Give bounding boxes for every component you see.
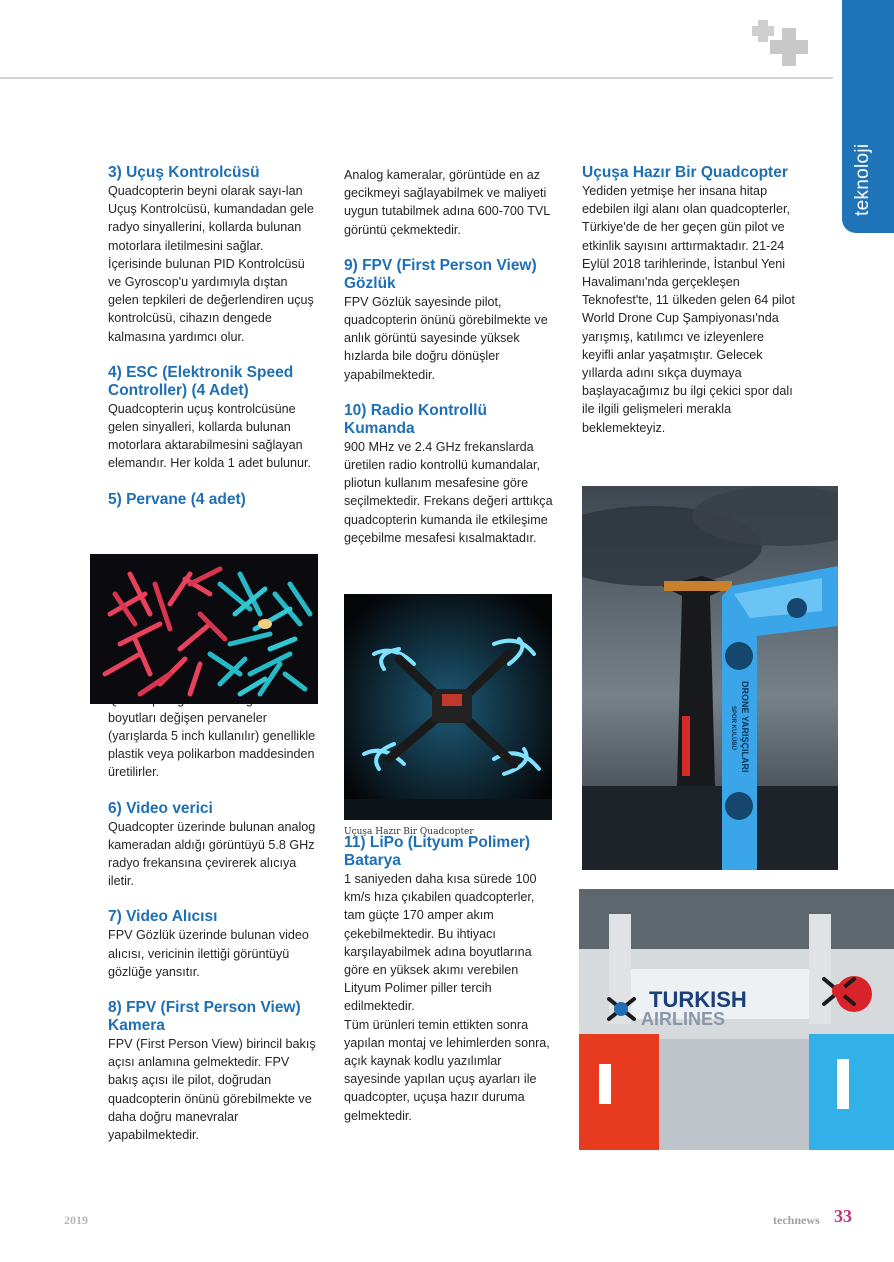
heading-video-receiver: 7) Video Alıcısı xyxy=(108,908,218,926)
drone-race-photo xyxy=(579,889,894,1150)
text-video-receiver: FPV Gözlük üzerinde bulunan video alıcısı, vericinin ilettiği görüntüyü gözlüğe yansıtır. xyxy=(108,928,309,979)
footer-year: 2019 xyxy=(64,1213,88,1227)
text-analog-camera: Analog kameralar, görüntüde en az gecikmeyi sağlayabilmek ve maliyeti uygun tutabilmek adına 600-700 TVL görüntü çekmektedir. xyxy=(344,168,550,237)
sponsor-text-airlines: AIRLINES xyxy=(641,1009,726,1029)
heading-flight-controller: 3) Uçuş Kontrolcüsü xyxy=(108,164,260,181)
heading-ready-quadcopter: Uçuşa Hazır Bir Quadcopter xyxy=(582,164,788,181)
heading-lipo-battery: 11) LiPo (Lityum Polimer) Batarya xyxy=(344,834,531,870)
airport-tower-photo xyxy=(582,486,838,870)
header-rule xyxy=(0,77,833,79)
sponsor-text-turkish: TURKISH xyxy=(649,987,747,1012)
footer-brand: technews xyxy=(773,1213,820,1227)
propellers-photo xyxy=(90,554,318,704)
heading-fpv-camera: 8) FPV (First Person View) Kamera xyxy=(108,999,301,1035)
banner-text-club: DRONE YARIŞÇILARI xyxy=(740,681,750,773)
section-tab-label: teknoloji xyxy=(852,143,873,216)
heading-video-transmitter: 6) Video verici xyxy=(108,799,213,817)
photo-caption: Uçuşa Hazır Bir Quadcopter xyxy=(344,827,474,837)
column-right xyxy=(582,164,796,437)
heading-propeller: 5) Pervane (4 adet) xyxy=(108,490,246,508)
text-assembly: Tüm ürünleri temin ettikten sonra yapılan montaj ve lehimlerden sonra, açık kaynak kodlu yazılımlar sayesinde yapılan uçuş ayarları ile quadcopter, uçuşa hazır duruma gelmektedir. xyxy=(344,1017,550,1123)
text-lipo-battery: 1 saniyeden daha kısa sürede 100 km/s hıza çıkabilen quadcopterler, tam güçte 170 amper akım çekebilmektedir. Bu ihtiyacı karşılayabilmek adına boyutlarına göre en yüksek akımı verebilen Lityum Polimer piller tercih edilmektedir. xyxy=(344,872,537,1014)
heading-esc: 4) ESC (Elektronik Speed Controller) (4 Adet) xyxy=(108,363,294,399)
text-fpv-goggles: FPV Gözlük sayesinde pilot, quadcopterin önünü görebilmekte ve anlık görüntü sayesinde yüksek hızlarda bile doğru dönüşler yapabilmektedir. xyxy=(344,294,548,382)
text-fpv-camera: FPV (First Person View) birincil bakış açısı anlamına gelmektedir. FPV bakış açısı ile pilot, doğrudan quadcopterin önünü görebilmekte ve daha doğru manevralar yapabilmektedir. xyxy=(108,1037,316,1143)
banner-text-subtitle: SPOR KULÜBÜ xyxy=(730,706,736,751)
text-flight-controller: Quadcopterin beyni olarak sayı-lan Uçuş Kontrolcüsü, kumandadan gele radyo sinyallerini, kollarda bulunan motorlara iletilmesini sağlar. İçerisinde bulunan PID Kontrolcüsü ve Gyroscop'u yardımıyla dıştan gelen tepkileri de değerlendiren uçuş kontrolcüsü, cihazın dengede kalmasına yardımcı olur. xyxy=(108,184,314,344)
section-tab xyxy=(842,0,894,233)
heading-radio-controller: 10) Radio Kontrollü Kumanda xyxy=(344,401,487,437)
text-esc: Quadcopterin uçuş kontrolcüsüne gelen sinyalleri, kollarda bulunan motorlara aktarabilmesini sağlayan elemandır. Her kolda 1 adet bulunur. xyxy=(108,401,312,471)
heading-fpv-goggles: 9) FPV (First Person View) Gözlük xyxy=(344,256,537,292)
text-ready-quadcopter: Yediden yetmişe her insana hitap edebilen ilgi alanı olan quadcopterler, Türkiye'de de her geçen gün pilot ve etkinlik sayısını arttırmaktadır. 21-24 Eylül 2018 tarihlerinde, İstanbul Yeni Havalimanı'nda gerçekleşen Teknofest'te, 11 ülkeden gelen 64 pilot World Drone Cup Şampiyonası'nda yarışmış, katılımcı ve izleyenlere keyifli anlar yaşatmıştır. Gelecek yıllarda adını sıkça duymaya başlayacağımız bu ilgi çekici spor dalı ile ilgili gelişmeleri merakla beklemekteyiz. xyxy=(582,184,795,435)
quadcopter-photo xyxy=(344,594,552,820)
page-number: 33 xyxy=(834,1206,852,1226)
text-video-transmitter: Quadcopter üzerinde bulunan analog kameradan aldığı görüntüyü 5.8 GHz radyo frekansına çevirerek alıcıya iletir. xyxy=(108,819,316,889)
text-propeller: boyutları değişen pervaneler (yarışlarda 5 inch kullanılır) genellikle plastik veya polikarbon maddesinden üretilirler. xyxy=(108,710,316,780)
plus-decoration-icon xyxy=(752,20,816,74)
text-radio-controller: 900 MHz ve 2.4 GHz frekanslarda üretilen radio kontrollü kumandalar, pliotun kullanım mesafesine göre seçilmektedir. Frekans değeri arttıkça quadcopterin kumanda ile etkileşime geçebilme mesafesi kısalmaktadır. xyxy=(344,439,553,545)
